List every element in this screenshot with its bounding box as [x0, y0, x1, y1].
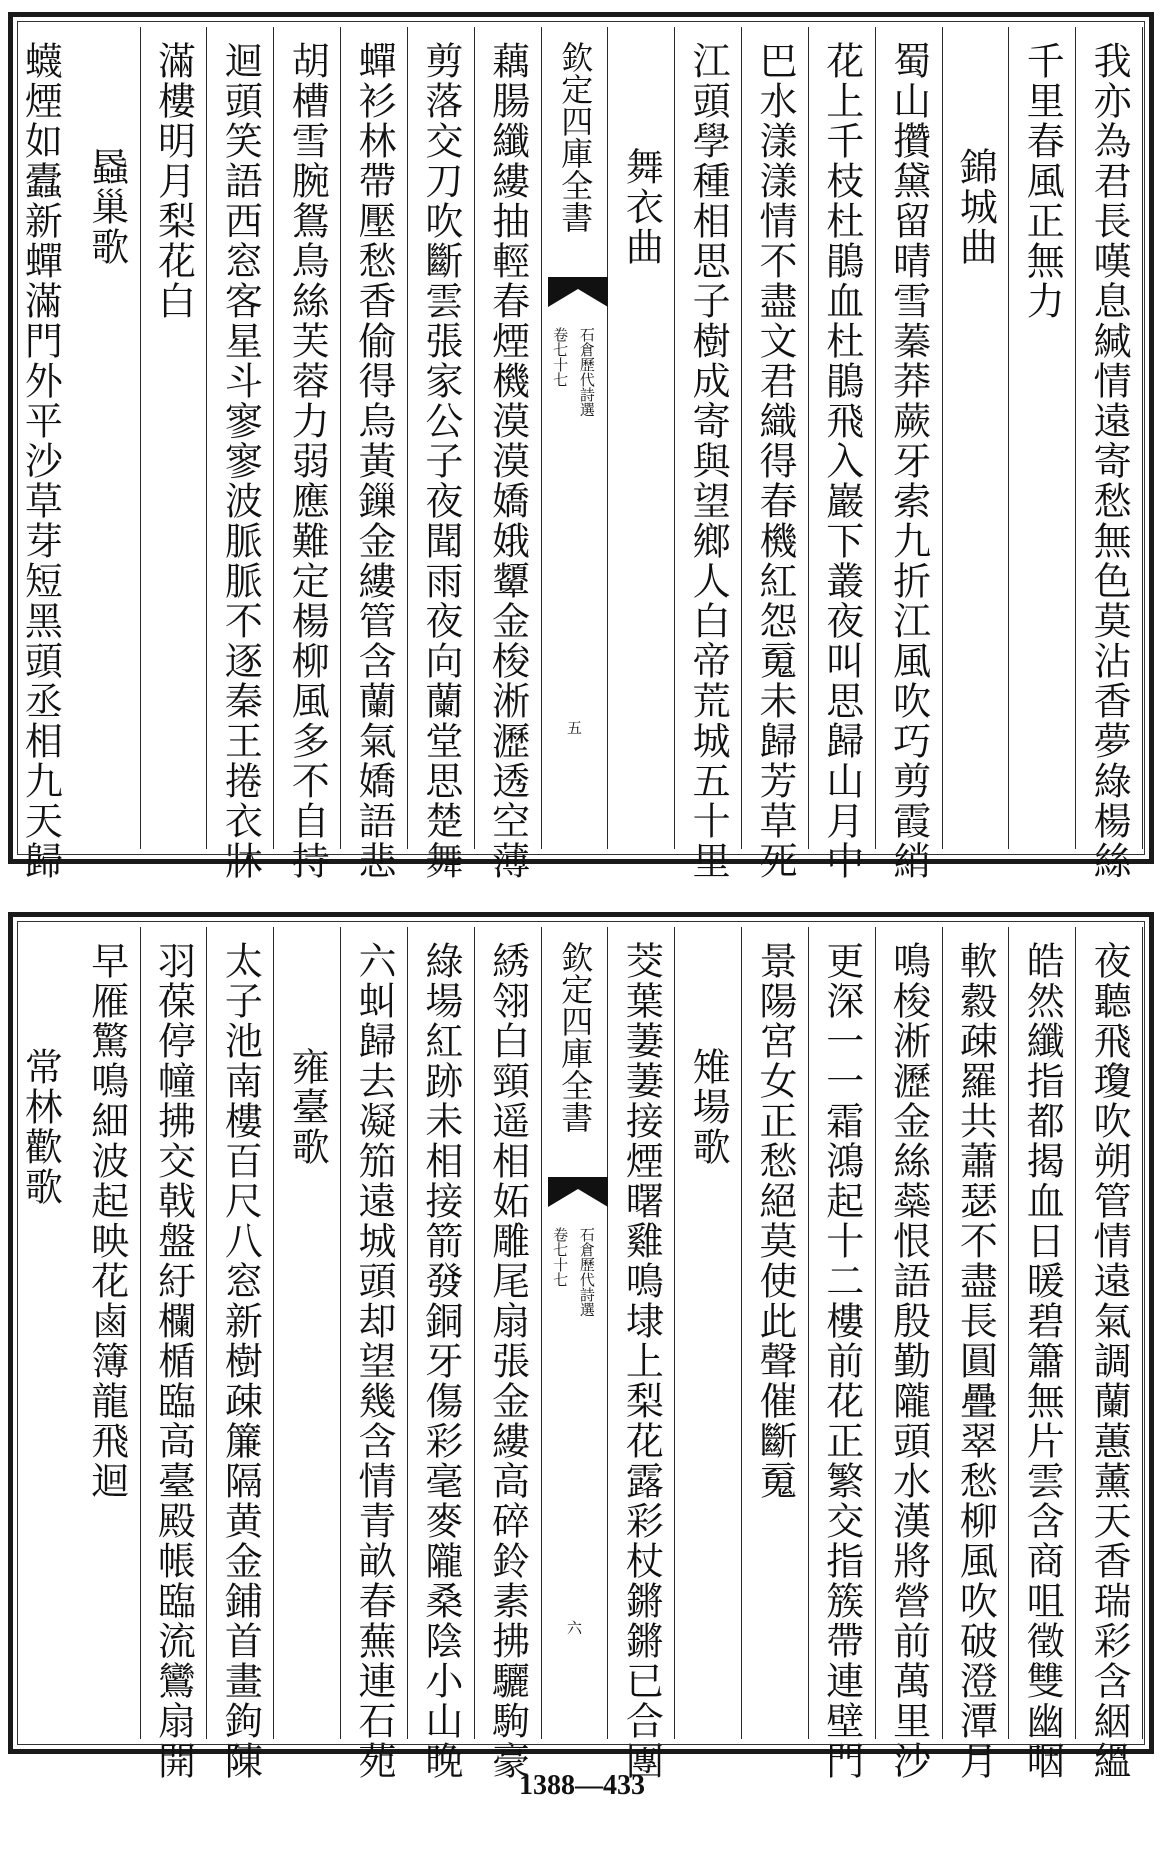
- text-column: [141, 927, 208, 1781]
- text-column: [341, 27, 408, 881]
- text-column: [1009, 27, 1076, 849]
- verse-line: 綉翎白頸遥相妬雕尾扇張金縷高碎鈴素拂驪駒豪: [485, 941, 530, 1781]
- verse-line: 皓然纖指都揭血日暖碧簫無片雲含商咀徵雙幽咽: [1020, 941, 1065, 1781]
- text-column: [141, 27, 208, 849]
- text-column: [876, 27, 943, 881]
- verse-line: 羽葆停幢拂交戟盤紆欄楯臨高臺殿帳臨流鸞扇開: [151, 941, 196, 1781]
- verse-line: 胡槽雪腕鴛鳥絲芙蓉力弱應難定楊柳風多不自持: [285, 41, 330, 881]
- text-column: [608, 27, 675, 849]
- fold-column: [542, 927, 609, 1739]
- verse-line: 蠛煙如蠹新蟬滿門外平沙草芽短黑頭丞相九天歸: [18, 41, 63, 881]
- text-column: [74, 927, 141, 1739]
- text-column: [943, 927, 1010, 1781]
- verse-line: 鳴梭淅瀝金絲蘂恨語殷勤隴頭水漢將營前萬里沙: [886, 941, 931, 1781]
- verse-line: 景陽宮女正愁絕莫使此聲催斷䰟: [752, 941, 797, 1501]
- top-page-panel: [8, 12, 1154, 881]
- fold-column: [542, 27, 609, 849]
- bottom-page-panel: [8, 912, 1154, 1781]
- anthology-title: 石倉歷代詩選: [577, 327, 596, 417]
- text-column: [207, 927, 274, 1781]
- text-column: [1076, 27, 1143, 881]
- volume-number: 卷七十七: [551, 327, 570, 387]
- poem-title: 常林歡歌: [18, 1047, 63, 1207]
- poem-title: 雍臺歌: [285, 1047, 330, 1167]
- verse-line: 花上千枝杜鵑血杜鵑飛入巖下叢夜叫思歸山月中: [819, 41, 864, 881]
- text-column: [742, 27, 809, 881]
- verse-line: 茭葉萋萋接煙曙雞鳴埭上梨花露彩杖鏘鏘已合團: [619, 941, 664, 1781]
- text-column: [7, 27, 74, 881]
- poem-title: 雉場歌: [686, 1047, 731, 1167]
- verse-line: 千里春風正無力: [1020, 41, 1065, 321]
- fishtail-mark-icon: [548, 277, 608, 307]
- text-column: [809, 27, 876, 881]
- text-column: [876, 927, 943, 1781]
- verse-line: 更深一一霜鴻起十二樓前花正繁交指簇帶連壁門: [819, 941, 864, 1781]
- collection-title: 欽定四庫全書: [556, 41, 595, 233]
- anthology-title: 石倉歷代詩選: [577, 1227, 596, 1317]
- verse-line: 藕腸纖縷抽輕春煙機漠漠嬌娥顰金梭淅瀝透空薄: [485, 41, 530, 881]
- text-column: [74, 27, 141, 849]
- poem-title: 錦城曲: [953, 147, 998, 267]
- text-column: [408, 927, 475, 1781]
- collection-title: 欽定四庫全書: [556, 941, 595, 1133]
- verse-line: 早雁驚鳴細波起映花鹵簿龍飛迴: [84, 941, 129, 1501]
- verse-line: 綠場紅跡未相接箭發銅牙傷彩毫麥隴桑陰小山晚: [418, 941, 463, 1781]
- text-column: [608, 927, 675, 1781]
- text-column: [475, 27, 542, 881]
- folio-number: 五: [566, 719, 582, 737]
- volume-number: 卷七十七: [551, 1227, 570, 1287]
- text-column: [408, 27, 475, 881]
- verse-line: 六虯歸去凝笳遠城頭却望幾含情青畝春蕪連石苑: [352, 941, 397, 1781]
- verse-line: 夜聽飛瓊吹朔管情遠氣調蘭蕙薰天香瑞彩含絪縕: [1087, 941, 1132, 1781]
- poem-title: 蟁巢歌: [84, 147, 129, 267]
- text-column: [7, 927, 74, 1739]
- text-column: [675, 927, 742, 1739]
- verse-line: 巴水漾漾情不盡文君織得春機紅怨䰟未歸芳草死: [752, 41, 797, 881]
- verse-line: 剪落交刀吹斷雲張家公子夜聞雨夜向蘭堂思楚舞: [418, 41, 463, 881]
- verse-line: 軟縠疎羅共蕭瑟不盡長圓疊翠愁柳風吹破澄潭月: [953, 941, 998, 1781]
- verse-line: 太子池南樓百尺八窓新樹疎簾隔黄金鋪首畫鉤陳: [218, 941, 263, 1781]
- text-column: [1076, 927, 1143, 1781]
- text-column: [943, 27, 1010, 849]
- fishtail-mark-icon: [548, 1177, 608, 1207]
- verse-line: 滿樓明月梨花白: [151, 41, 196, 321]
- verse-line: 迴頭笑語西窓客星斗寥寥波脈脈不逐秦王捲衣牀: [218, 41, 263, 881]
- text-column: [341, 927, 408, 1781]
- text-column: [274, 927, 341, 1739]
- text-column: [1009, 927, 1076, 1781]
- text-column: [675, 27, 742, 881]
- verse-line: 我亦為君長嘆息緘情遠寄愁無色莫沾香夢綠楊絲: [1087, 41, 1132, 881]
- folio-number: 六: [566, 1619, 582, 1637]
- text-column: [809, 927, 876, 1781]
- text-column: [274, 27, 341, 881]
- verse-line: 蟬衫林帶壓愁香偷得烏黃鏁金縷管含蘭氣嬌語悲: [352, 41, 397, 881]
- text-column: [742, 927, 809, 1739]
- page-number: 1388—433: [519, 1770, 645, 1801]
- text-column: [475, 927, 542, 1781]
- text-column: [207, 27, 274, 881]
- verse-line: 蜀山攢黛留晴雪蓁莽蕨牙索九折江風吹巧剪霞綃: [886, 41, 931, 881]
- poem-title: 舞衣曲: [619, 147, 664, 267]
- verse-line: 江頭學種相思子樹成寄與望鄉人白帝荒城五十里: [686, 41, 731, 881]
